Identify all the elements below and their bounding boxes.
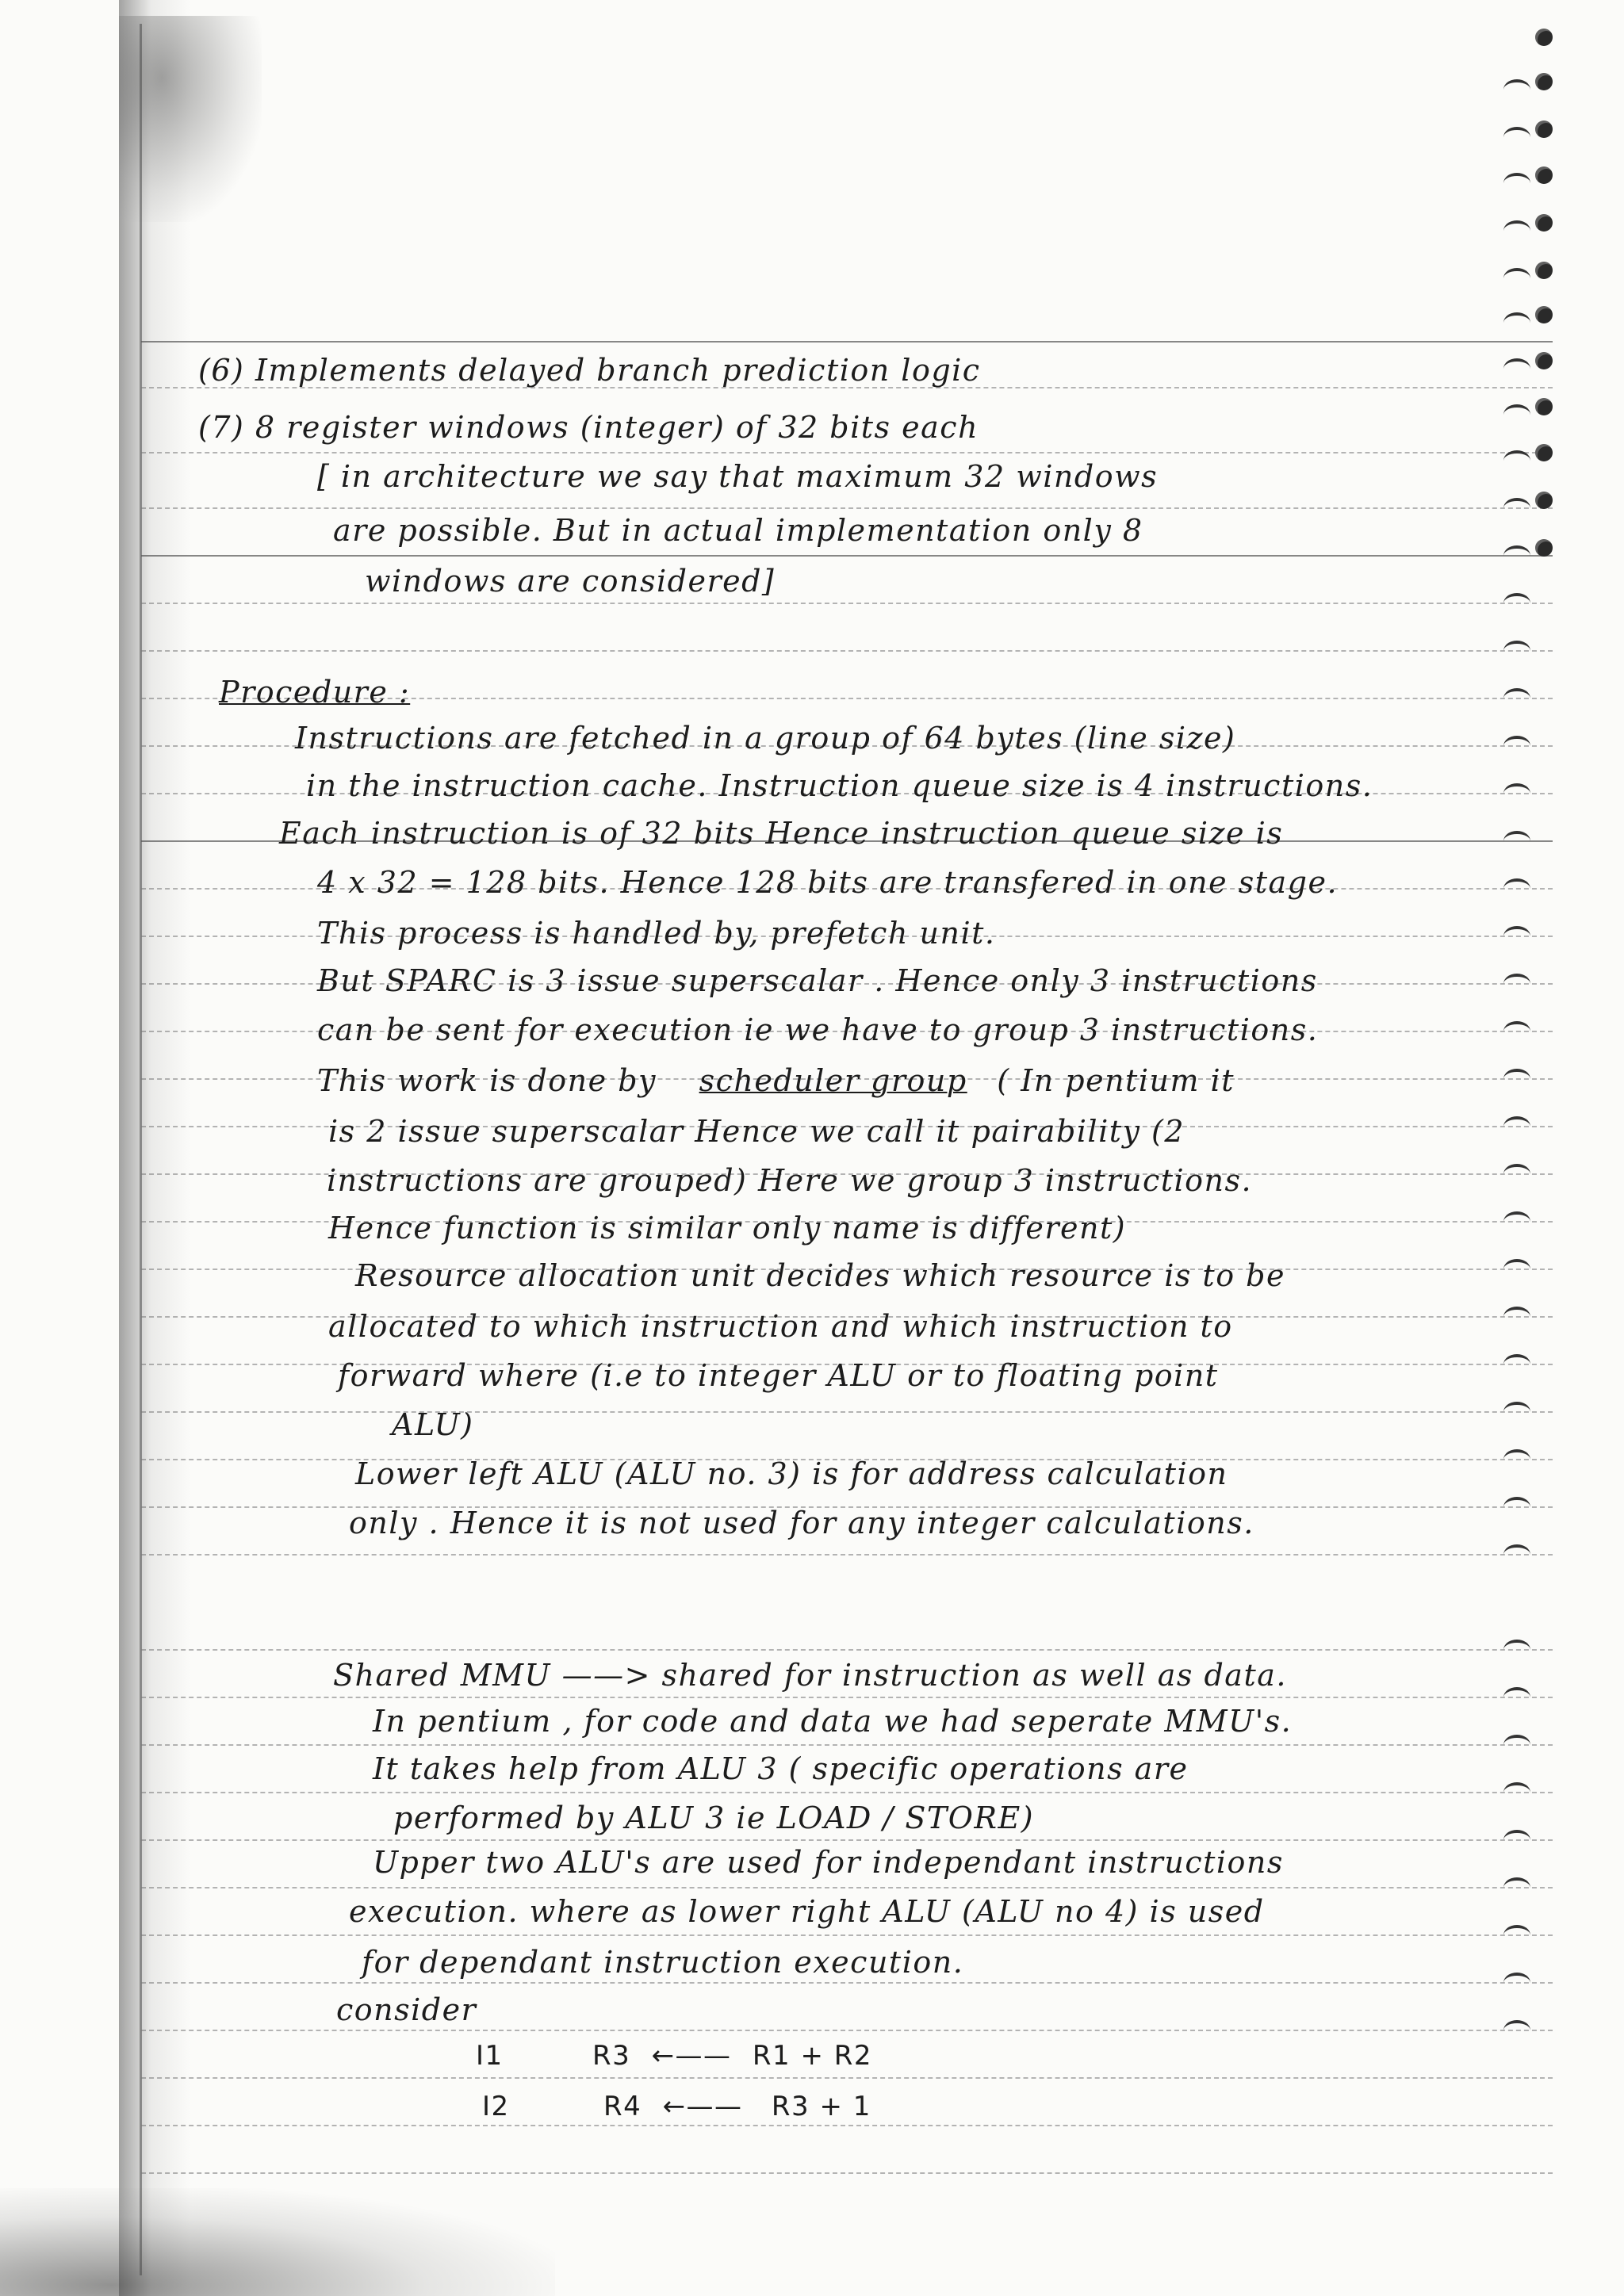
mmu-line: It takes help from ALU 3 ( specific operations are [373,1751,1189,1786]
left-arrow-icon: ←—— [662,2091,743,2122]
mmu-line: execution. where as lower right ALU (ALU no 4) is used [349,1894,1265,1929]
procedure-line [317,1063,1235,1098]
scheduler-group-term: scheduler group [699,1063,967,1098]
point-6: (6) Implements delayed branch prediction logic [198,353,981,388]
procedure-line: Resource allocation unit decides which resource is to be [355,1258,1285,1293]
procedure-line: allocated to which instruction and which instruction to [328,1309,1233,1344]
procedure-line: instructions are grouped) Here we group 3 instructions. [327,1163,1253,1198]
mmu-line: performed by ALU 3 ie LOAD / STORE) [393,1800,1035,1835]
procedure-line: But SPARC is 3 issue superscalar . Hence only 3 instructions [317,963,1318,998]
procedure-line: Instructions are fetched in a group of 64 bytes (line size) [295,721,1236,756]
destination-register: R3 [592,2040,631,2072]
procedure-line: is 2 issue superscalar Hence we call it pairability (2 [328,1114,1185,1149]
procedure-line-start: This work is done by [317,1063,657,1098]
procedure-line: Each instruction is of 32 bits Hence instruction queue size is [279,816,1284,851]
procedure-line: Hence function is similar only name is different) [328,1211,1127,1246]
point-7-note-line-1: [ in architecture we say that maximum 32 windows [317,459,1159,494]
procedure-line: ALU) [392,1407,474,1442]
instruction-label: I1 [476,2040,504,2072]
example-row-i2 [482,2093,871,2120]
point-7-note-line-3: windows are considered] [365,564,776,599]
mmu-line: Shared MMU ——> shared for instruction as well as data. [333,1658,1287,1693]
procedure-line: 4 x 32 = 128 bits. Hence 128 bits are transfered in one stage. [317,865,1339,900]
left-arrow-icon: ←—— [651,2040,732,2072]
instruction-label: I2 [482,2091,510,2122]
procedure-line: Lower left ALU (ALU no. 3) is for address calculation [355,1456,1228,1491]
mmu-line: Upper two ALU's are used for independant instructions [373,1845,1284,1880]
procedure-line-end: ( In pentium it [997,1063,1235,1098]
procedure-line: forward where (i.e to integer ALU or to floating point [338,1358,1219,1393]
expression: R3 + 1 [771,2091,871,2122]
scan-bottom-smudge [0,2188,555,2296]
example-row-i1 [476,2040,872,2072]
point-7: (7) 8 register windows (integer) of 32 bits each [198,410,979,445]
consider-label: consider [336,1992,477,2027]
mmu-line: In pentium , for code and data we had seperate MMU's. [373,1704,1293,1739]
destination-register: R4 [603,2091,642,2122]
procedure-line: in the instruction cache. Instruction queue size is 4 instructions. [306,768,1373,803]
scan-edge-shadow [119,0,190,2296]
procedure-line: can be sent for execution ie we have to group 3 instructions. [317,1012,1319,1047]
expression: R1 + R2 [752,2040,872,2072]
procedure-line: only . Hence it is not used for any integer calculations. [349,1506,1254,1540]
procedure-heading: Procedure : [219,675,411,710]
mmu-line: for dependant instruction execution. [362,1945,964,1980]
point-7-note-line-2: are possible. But in actual implementation only 8 [333,513,1143,548]
procedure-line: This process is handled by, prefetch unit. [317,916,996,951]
margin-line [140,24,142,2275]
